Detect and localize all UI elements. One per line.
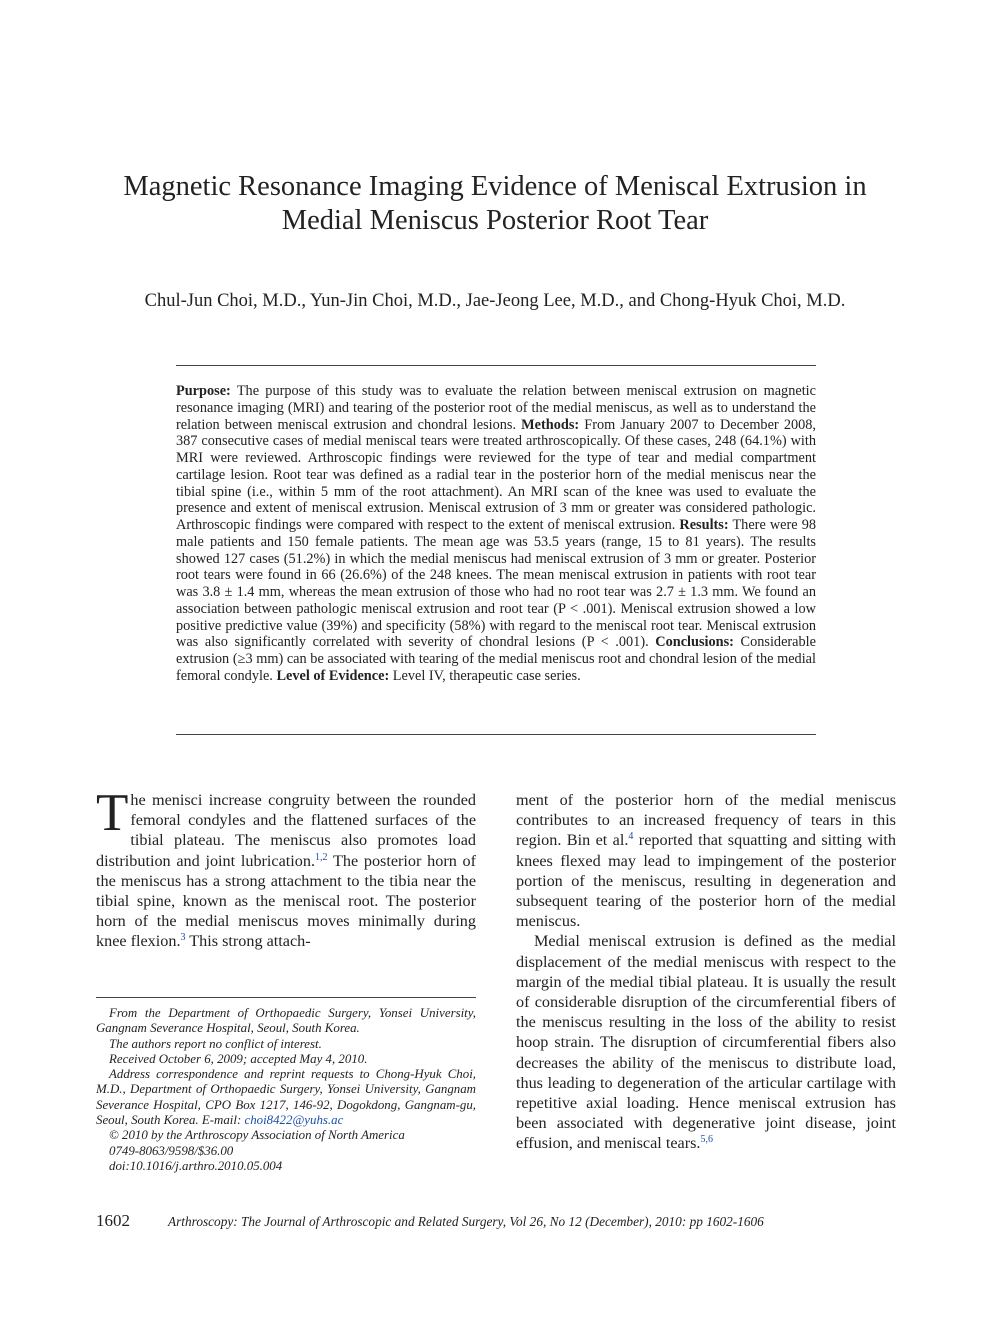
footnote-address bbox=[96, 1067, 476, 1128]
citation-link[interactable]: 3 bbox=[180, 932, 186, 944]
footnote-doi: doi:10.1016/j.arthro.2010.05.004 bbox=[109, 1158, 283, 1173]
page-number: 1602 bbox=[96, 1211, 130, 1230]
results-text: There were 98 male patients and 150 female patients. The mean age was 53.5 years (range, 15 to 81 years). The results showed 127 cases (51.2%) in which the medial meniscus had meniscal extrusion of 3 mm or greater. Posterior root tears were found in 66 (26.6%) of the 248 knees. The mean meniscal extrusion in patients with root tear was 3.8 ± 1.4 mm, whereas the mean extrusion of those who had no root tear was 2.7 ± 1.3 mm. We found an association between pathologic meniscal extrusion and root tear (P < .001). Meniscal extrusion showed a low positive predictive value (39%) and specificity (58%) with regard to the meniscal root tear. Meniscal extrusion was also significantly correlated with severity of chondral lesions (P < .001). bbox=[176, 517, 816, 651]
author-list: Chul-Jun Choi, M.D., Yun-Jin Choi, M.D., Jae-Jeong Lee, M.D., and Chong-Hyuk Choi, M.D. bbox=[144, 291, 846, 311]
intro-text-c: This strong attach- bbox=[185, 932, 311, 951]
citation-link[interactable]: 5,6 bbox=[700, 1134, 713, 1146]
footnotes bbox=[96, 1006, 476, 1174]
body-column-right bbox=[516, 790, 896, 1154]
methods-label: Methods: bbox=[521, 416, 580, 433]
methods-text: From January 2007 to December 2008, 387 consecutive cases of medial meniscal tears were treated arthroscopically. Of these cases, 248 (64.1%) with MRI were reviewed. Arthroscopic findings were reviewed for the type of tear and medial compartment cartilage lesion. Root tear was defined as a radial tear in the posterior horn of the medial meniscus near the tibial spine (i.e., within 5 mm of the root attachment). An MRI scan of the knee was used to evaluate the presence and extent of meniscal extrusion. Meniscal extrusion of 3 mm or greater was considered pathologic. Arthroscopic findings were compared with respect to the extent of meniscal extrusion. bbox=[176, 416, 816, 533]
footnote-affiliation: From the Department of Orthopaedic Surgery, Yonsei University, Gangnam Severance Hospital, Seoul, South Korea. bbox=[96, 1006, 476, 1036]
footnote-received: Received October 6, 2009; accepted May 4, 2010. bbox=[109, 1051, 368, 1066]
purpose-text: The purpose of this study was to evaluate the relation between meniscal extrusion on magnetic resonance imaging (MRI) and tearing of the posterior root of the medial meniscus, as well as to understand the relation between meniscal extrusion and chondral lesions. bbox=[176, 383, 816, 433]
intro-paragraph bbox=[96, 784, 477, 952]
results-label: Results: bbox=[679, 517, 729, 533]
conclusions-label: Conclusions: bbox=[655, 634, 734, 651]
continued-paragraph bbox=[516, 790, 896, 931]
email-link[interactable]: choi8422@yuhs.ac bbox=[244, 1113, 344, 1128]
extrusion-text: Medial meniscal extrusion is defined as the medial displacement of the medial meniscus with respect to the margin of the medial tibial plateau. It is usually the result of considerable disruption of the circumferential fibers of the meniscus resulting in the loss of the ability to resist hoop strain. The disruption of circumferential fibers also decreases the ability of the meniscus to distribute load, thus leading to degeneration of the articular cartilage with repetitive axial loading. Hence meniscal extrusion has been associated with degenerative joint disease, joint effusion, and meniscal tears. bbox=[516, 932, 896, 1153]
extrusion-paragraph bbox=[516, 931, 896, 1153]
article-title bbox=[60, 170, 930, 238]
continued-text-a: ment of the posterior horn of the medial meniscus contributes to an increased frequency of tears in this region. Bin et al. bbox=[516, 791, 896, 850]
address-text: Address correspondence and reprint requests to Chong-Hyuk Choi, M.D., Department of Orthopaedic Surgery, Yonsei University, Gangnam Severance Hospital, CPO Box 1217, 146-92, Dogokdong, Gangnam-gu, Seoul, South Korea. E-mail: bbox=[96, 1067, 476, 1128]
footnote-issn: 0749-8063/9598/$36.00 bbox=[109, 1143, 234, 1158]
purpose-label: Purpose: bbox=[176, 383, 231, 399]
continued-text-b: reported that squatting and sitting with knees flexed may lead to impingement of the posterior portion of the meniscus, resulting in degeneration and subsequent tearing of the posterior horn of the medial meniscus. bbox=[516, 831, 896, 931]
abstract-top-rule bbox=[176, 365, 816, 366]
level-of-evidence-label: Level of Evidence: bbox=[276, 667, 390, 684]
citation-link[interactable]: 4 bbox=[628, 831, 634, 843]
citation-link[interactable]: 1,2 bbox=[315, 851, 328, 863]
drop-cap: T bbox=[96, 784, 129, 842]
title-line-1: Magnetic Resonance Imaging Evidence of Meniscal Extrusion in bbox=[123, 171, 867, 202]
footnote-copyright: © 2010 by the Arthroscopy Association of North America bbox=[109, 1128, 405, 1143]
abstract bbox=[176, 383, 816, 685]
footnote-rule bbox=[96, 997, 476, 998]
abstract-bottom-rule bbox=[176, 734, 816, 735]
intro-text-b: The posterior horn of the meniscus has a strong attachment to the tibia near the tibial spine, known as the meniscal root. The posterior horn of the medial meniscus moves minimally during knee flexion. bbox=[96, 851, 477, 951]
conclusions-text: Considerable extrusion (≥3 mm) can be associated with tearing of the medial meniscus root and chondral lesion of the medial femoral condyle. bbox=[176, 634, 816, 684]
body-column-left bbox=[96, 784, 477, 952]
intro-text-a: he menisci increase congruity between the rounded femoral condyles and the flattened surfaces of the tibial plateau. The meniscus also promotes load distribution and joint lubrication. bbox=[96, 791, 476, 870]
level-of-evidence-text: Level IV, therapeutic case series. bbox=[389, 667, 581, 684]
footnote-conflict: The authors report no conflict of interest. bbox=[109, 1036, 322, 1051]
journal-citation: Arthroscopy: The Journal of Arthroscopic and Related Surgery, Vol 26, No 12 (December), 2010: pp 1602-1606 bbox=[168, 1214, 764, 1229]
title-line-2: Medial Meniscus Posterior Root Tear bbox=[281, 205, 709, 236]
